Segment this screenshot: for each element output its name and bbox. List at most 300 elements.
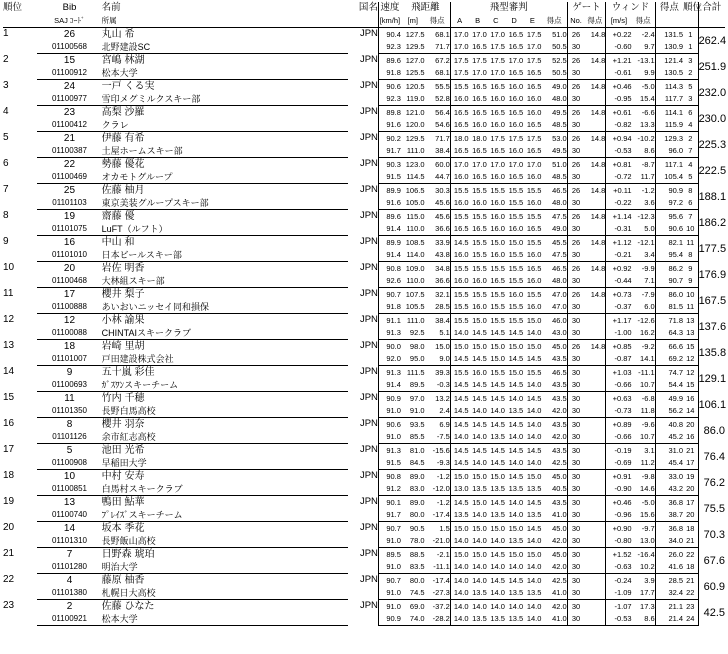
round-points: 82.1 [655,236,683,249]
gate-number: 30 [567,93,584,106]
wind-points: -9.8 [641,471,655,481]
round-rank: 17 [683,457,698,470]
judge-score: 14.0 [505,431,523,444]
judge-score: 17.0 [450,28,468,41]
gate-points: 14.8 [590,341,606,351]
bib-number: 21 [63,132,76,144]
distance-points: 71.7 [425,41,451,54]
wind-speed: -1.07 [606,600,632,613]
rank: 11 [3,287,14,299]
judge-score: 14.5 [450,444,468,457]
distance-points: 1.5 [439,523,450,533]
table-row [3,600,725,613]
gate-number: 30 [567,171,584,184]
gate-number: 30 [567,392,584,405]
style-points: 42.5 [552,575,567,585]
wind-points: -12.6 [637,315,655,325]
speed: 91.0 [378,431,401,444]
round-points: 38.7 [655,509,683,522]
table-row [3,54,725,67]
athlete-name: 藤原 柚香 [101,574,145,586]
judge-score: 16.5 [469,145,487,158]
rank: 16 [3,417,15,429]
distance: 89.0 [409,497,425,507]
judge-score: 16.0 [469,275,487,288]
judge-score: 15.0 [490,341,505,351]
nation: JPN [359,209,378,221]
gate-points: 14.8 [590,133,606,143]
speed: 91.6 [378,119,401,132]
header-round-rank: 順位 [683,2,703,13]
club: 早稲田大学 [102,457,349,470]
judge-score: 16.5 [450,223,468,236]
distance-points: 32.1 [435,289,450,299]
round-points: 26.0 [655,548,683,561]
style-points: 45.5 [552,237,567,247]
judge-score: 16.0 [487,197,505,210]
club: 雪印メグミルクスキー部 [102,93,349,106]
rank: 2 [3,53,9,65]
wind-speed: +0.63 [606,392,632,405]
speed: 91.0 [378,535,401,548]
round-rank: 9 [683,275,698,288]
judge-score: 16.0 [505,223,523,236]
gate-number: 30 [567,353,584,366]
saj-code: 01101010 [37,249,101,262]
gate-points [584,613,605,626]
distance-points: -12.0 [425,483,451,496]
judge-score: 17.5 [526,133,542,143]
style-points: 47.0 [541,301,567,314]
gate-number: 30 [567,548,584,561]
total-score: 186.2 [698,210,725,236]
saj-code: 01100921 [37,613,101,626]
header-nation: 国名 [358,2,378,13]
distance-points: -7.5 [425,431,451,444]
round-points: 97.2 [655,197,683,210]
distance-points: 39.3 [435,367,450,377]
wind-points: 6.0 [632,301,656,314]
judge-score: 15.0 [450,470,468,483]
gate-points: 14.8 [590,237,606,247]
bib-number: 4 [66,574,73,586]
bib-number: 13 [63,496,76,508]
distance: 110.0 [401,223,425,236]
judge-score: 17.5 [450,67,468,80]
round-points: 121.4 [655,54,683,67]
round-points: 95.6 [655,210,683,223]
gate-points [584,275,605,288]
gate-points [584,301,605,314]
judge-score: 13.5 [487,431,505,444]
table-row [3,210,725,223]
wind-speed: -0.37 [606,301,632,314]
judge-score: 17.5 [490,55,505,65]
distance-points: 52.8 [425,93,451,106]
table-row [3,288,725,301]
round-rank: 15 [683,379,698,392]
judge-score: 15.0 [526,471,542,481]
gate-points [584,314,605,327]
wind-speed: +1.21 [606,54,632,67]
round-rank: 5 [688,81,693,91]
wind-speed: -0.96 [606,509,632,522]
table-row [3,366,725,379]
judge-score: 14.5 [469,379,487,392]
judge-score: 15.5 [472,237,487,247]
rank: 23 [3,599,15,611]
wind-points: 11.7 [632,171,656,184]
distance: 109.0 [405,263,425,273]
rank: 4 [3,105,9,117]
wind-speed: +0.81 [606,158,632,171]
rank: 17 [3,443,15,455]
distance-points: 60.0 [435,159,450,169]
judge-score: 16.0 [450,171,468,184]
judge-score: 14.0 [487,587,505,600]
wind-points: 3.6 [632,197,656,210]
round-rank: 24 [683,613,698,626]
judge-score: 14.0 [469,405,487,418]
saj-code: 01101007 [37,353,101,366]
judge-score: 16.0 [469,197,487,210]
distance: 106.5 [405,185,425,195]
wind-points: -9.7 [641,523,655,533]
style-points: 53.0 [552,133,567,143]
judge-score: 15.5 [526,289,542,299]
distance: 105.0 [401,197,425,210]
judge-score: 17.0 [469,67,487,80]
bib-number: 2 [66,600,73,612]
distance: 115.0 [406,211,425,221]
nation: JPN [359,599,378,611]
judge-score: 14.5 [526,445,542,455]
judge-score: 14.0 [469,535,487,548]
wind-speed: -0.90 [606,483,632,496]
round-rank: 15 [686,341,695,351]
saj-code: 01100387 [37,145,101,158]
judge-score: 16.0 [487,249,505,262]
judge-score: 17.0 [526,159,542,169]
wind-points: -1.2 [641,185,655,195]
round-points: 117.1 [655,158,683,171]
saj-code: 01101280 [37,561,101,574]
nation: JPN [359,235,378,247]
speed: 91.0 [378,587,401,600]
round-rank: 2 [688,133,693,143]
round-points: 45.4 [655,457,683,470]
judge-score: 15.5 [508,211,524,221]
round-points: 21.4 [655,613,683,626]
distance: 120.0 [401,119,425,132]
judge-score: 14.0 [450,327,468,340]
gate-number: 26 [567,28,584,41]
judge-score: 16.0 [523,197,541,210]
table-row [3,158,725,171]
saj-code: 01100088 [37,327,101,340]
style-points: 45.0 [552,523,567,533]
distance: 95.0 [401,353,425,366]
gate-points [584,119,605,132]
style-points: 45.0 [552,549,567,559]
judge-score: 16.0 [487,93,505,106]
judge-score: 14.5 [450,353,468,366]
gate-points: 14.8 [590,185,606,195]
wind-speed: +0.46 [606,496,632,509]
bib-number: 14 [63,522,76,534]
header-wind: ウィンド [606,2,655,15]
gate-points [584,197,605,210]
round-points: 49.9 [655,392,683,405]
saj-code: 01101126 [37,431,101,444]
gate-number: 26 [567,132,584,145]
distance-points: 44.7 [425,171,451,184]
style-points: 48.0 [541,93,567,106]
judge-score: 15.5 [469,249,487,262]
speed: 91.4 [378,223,401,236]
nation: JPN [359,105,378,117]
rank: 6 [3,157,9,169]
speed: 91.5 [378,171,401,184]
wind-speed: -0.66 [606,431,632,444]
wind-speed: +1.03 [606,366,632,379]
gate-points [584,418,605,431]
wind-points: -12.1 [637,237,655,247]
round-points: 130.9 [655,41,683,54]
judge-score: 14.5 [487,327,505,340]
round-points: 131.5 [655,28,683,41]
round-rank: 20 [683,509,698,522]
judge-score: 14.5 [469,327,487,340]
total-score: 222.5 [698,158,725,184]
round-rank: 23 [686,601,695,611]
gate-points: 14.8 [590,263,606,273]
judge-score: 16.5 [505,171,523,184]
judge-score: 16.5 [450,145,468,158]
judge-score: 15.0 [472,523,487,533]
gate-points [584,366,605,379]
judge-score: 15.0 [487,353,505,366]
nation: JPN [359,443,378,455]
bib-number: 22 [63,158,76,170]
judge-score: 13.5 [505,535,523,548]
rank: 20 [3,521,15,533]
wind-speed: -0.21 [606,249,632,262]
round-rank: 12 [686,367,695,377]
round-rank: 22 [683,587,698,600]
judge-score: 14.0 [450,613,468,626]
speed: 90.4 [378,28,401,41]
nation: JPN [359,261,378,273]
header-judge-c: C [487,15,505,28]
club: 白馬村スキークラブ [102,483,349,496]
speed: 92.3 [378,93,401,106]
wind-points: 10.2 [632,561,656,574]
judge-score: 15.5 [505,301,523,314]
table-row [3,80,725,93]
gate-number: 30 [567,535,584,548]
wind-speed: -0.63 [606,561,632,574]
distance-points: -37.2 [432,601,450,611]
judge-score: 15.5 [490,185,505,195]
wind-speed: -0.73 [606,405,632,418]
style-points: 49.0 [552,81,567,91]
judge-score: 16.0 [487,119,505,132]
wind-speed: -1.09 [606,587,632,600]
distance: 92.5 [401,327,425,340]
style-points: 52.5 [552,55,567,65]
wind-speed: -0.95 [606,93,632,106]
judge-score: 15.0 [508,523,524,533]
judge-score: 13.5 [487,613,505,626]
judge-score: 16.0 [523,171,541,184]
club: 長野白馬高校 [102,405,349,418]
style-points: 45.0 [552,341,567,351]
wind-points: 3.9 [644,575,655,585]
bib-number: 12 [63,314,76,326]
judge-score: 14.0 [505,457,523,470]
club: クラレ [102,119,349,132]
header-distance-unit: [m] [401,15,425,28]
athlete-name: 五十嵐 彩佳 [101,366,155,378]
round-rank: 16 [686,393,695,403]
round-points: 90.6 [655,223,683,236]
distance-points: 34.8 [435,263,450,273]
gate-number: 26 [567,288,584,301]
speed: 89.8 [378,106,401,119]
judge-score: 14.5 [523,353,541,366]
judge-score: 14.0 [450,535,468,548]
judge-score: 15.0 [508,367,524,377]
judge-score: 16.0 [505,119,523,132]
nation: JPN [359,183,378,195]
total-score: 176.9 [698,262,725,288]
judge-score: 15.5 [526,211,542,221]
judge-score: 16.5 [469,41,487,54]
gate-number: 30 [567,522,584,535]
judge-score: 14.0 [523,535,541,548]
wind-speed: -0.80 [606,535,632,548]
judge-score: 15.5 [450,314,468,327]
style-points: 43.5 [552,497,567,507]
judge-score: 16.0 [487,223,505,236]
round-rank: 19 [686,471,695,481]
distance-points: -11.1 [425,561,451,574]
speed: 92.0 [378,353,401,366]
gate-points [584,171,605,184]
athlete-name: 櫻井 梨子 [101,288,145,300]
round-rank: 21 [686,445,695,455]
distance: 110.0 [401,275,425,288]
bib-number: 17 [63,288,76,300]
bib-number: 24 [63,80,76,92]
judge-score: 14.5 [490,393,505,403]
judge-score: 16.5 [487,145,505,158]
wind-points: 13.3 [632,119,656,132]
distance: 111.0 [401,145,425,158]
judge-score: 17.0 [508,55,524,65]
judge-score: 14.0 [487,535,505,548]
round-rank: 18 [683,561,698,574]
judge-score: 17.0 [450,41,468,54]
distance-points: 28.5 [425,301,451,314]
gate-number: 30 [567,418,584,431]
table-header [3,2,725,28]
style-points: 43.5 [552,393,567,403]
round-rank: 4 [683,119,698,132]
judge-score: 18.0 [472,133,487,143]
judge-score: 15.5 [487,301,505,314]
distance: 129.5 [401,41,425,54]
club: あいおいニッセイ同和損保 [102,301,349,314]
speed: 91.0 [378,561,401,574]
bib-number: 15 [63,54,76,66]
wind-points: 15.4 [632,93,656,106]
club: 大林組スキー部 [102,275,349,288]
round-rank: 21 [683,535,698,548]
distance: 80.0 [409,575,425,585]
wind-speed: -0.24 [606,574,632,587]
judge-score: 14.0 [523,561,541,574]
judge-score: 15.5 [505,275,523,288]
table-row [3,470,725,483]
judge-score: 13.5 [505,405,523,418]
athlete-name: 中村 安寿 [101,470,145,482]
wind-points: 3.4 [632,249,656,262]
judge-score: 14.0 [523,379,541,392]
wind-speed: +0.92 [606,262,632,275]
gate-number: 30 [567,470,584,483]
distance: 69.0 [409,601,425,611]
judge-score: 14.0 [487,561,505,574]
header-speed: 速度 [380,2,400,13]
style-points: 50.5 [541,67,567,80]
round-rank: 18 [686,523,695,533]
distance-points: 36.6 [425,275,451,288]
club: 東京美装グループスキー部 [102,197,349,210]
judge-score: 16.0 [508,81,524,91]
total-score: 70.3 [698,522,725,548]
judge-score: 16.5 [508,107,524,117]
bib-number: 16 [63,236,76,248]
judge-score: 14.5 [508,575,524,585]
round-rank: 4 [688,159,693,169]
gate-points [584,223,605,236]
rank: 10 [3,261,15,273]
wind-speed: -0.53 [606,613,632,626]
wind-points: 10.7 [632,431,656,444]
wind-points: -12.3 [637,211,655,221]
judge-score: 14.5 [508,419,524,429]
style-points: 47.0 [552,289,567,299]
gate-points: 14.8 [590,159,606,169]
athlete-name: 佐藤 ひなた [101,600,155,612]
style-points: 43.0 [541,327,567,340]
judge-score: 14.0 [523,457,541,470]
judge-score: 14.0 [526,575,542,585]
table-row [3,418,725,431]
header-judge-e: E [523,15,541,28]
table-row [3,496,725,509]
judge-score: 15.5 [508,185,524,195]
distance: 114.5 [401,171,425,184]
club: オカモトグループ [102,171,349,184]
judge-score: 17.0 [523,41,541,54]
round-rank: 1 [688,29,693,39]
gate-points [584,509,605,522]
judge-score: 16.0 [450,197,468,210]
judge-score: 14.0 [450,574,468,587]
